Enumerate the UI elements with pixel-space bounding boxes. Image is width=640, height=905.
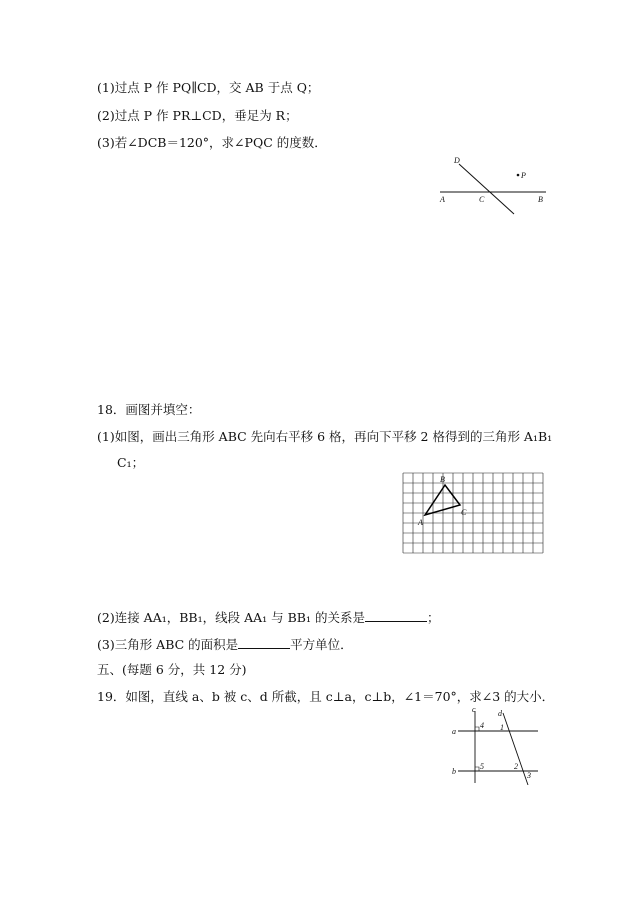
q18-part3 [97,636,353,653]
q18-part1-line1: (1)如图，画出三角形 ABC 先向右平移 6 格，再向下平移 2 格得到的三角形 A₁B₁ [97,429,553,444]
q19-figure [446,705,546,785]
label-b: B [440,475,445,484]
answer-blank-relation[interactable] [365,609,427,622]
section5-title: 五、(每题 6 分，共 12 分) [97,662,247,677]
q18-title: 18．画图并填空： [97,402,201,417]
q17-part1: (1)过点 P 作 PQ∥CD，交 AB 于点 Q； [97,80,320,95]
q18-part3-text: (3)三角形 ABC 的面积是 [97,637,239,652]
q17-figure [434,152,554,218]
q17-part3: (3)若∠DCB＝120°，求∠PQC 的度数． [97,135,327,150]
label-a: a [452,727,456,736]
q18-part2-text: (2)连接 AA₁，BB₁，线段 AA₁ 与 BB₁ 的关系是 [97,610,365,625]
q18-part2-end: ； [426,610,440,625]
right-angle-mark-a [475,727,479,731]
label-d: D [454,156,460,165]
q18-part1-line2: C₁； [117,455,145,470]
label-a: A [440,195,445,204]
q18-part3-end: 平方单位． [290,637,353,652]
grid [403,473,543,553]
angle-3-label: 3 [527,771,531,780]
q18-grid-figure [400,470,546,556]
q19-text: 19．如图，直线 a、b 被 c、d 所截，且 c⊥a，c⊥b，∠1＝70°，求∠3 的大小． [97,689,555,704]
label-d: d [498,709,502,718]
angle-4-label: 4 [480,721,484,730]
angle-2-label: 2 [514,762,518,771]
label-c: C [479,195,485,204]
triangle-abc [425,485,460,515]
label-p: P [521,171,526,180]
label-b: B [538,195,543,204]
label-c: c [472,705,476,714]
label-a: A [418,518,423,527]
right-angle-mark-b [475,767,479,771]
label-b: b [452,767,456,776]
angle-1-label: 1 [500,723,504,732]
point-p [517,174,520,177]
label-c: C [461,508,467,517]
angle-5-label: 5 [480,762,484,771]
q17-part2: (2)过点 P 作 PR⊥CD，垂足为 R； [97,108,298,123]
line-cd [459,164,514,214]
line-d [503,713,528,785]
answer-blank-area[interactable] [238,636,290,649]
q18-part2 [97,609,440,626]
